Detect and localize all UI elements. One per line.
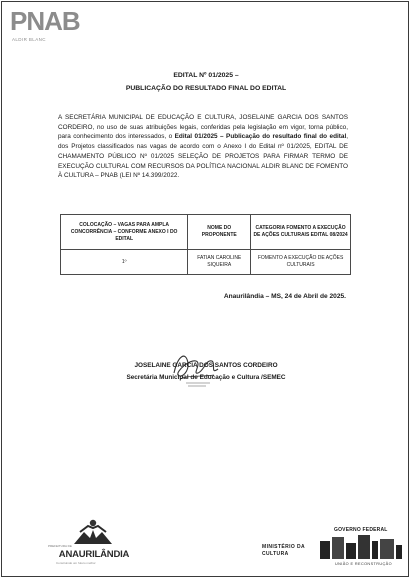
cell-colocacao: 1º [61, 250, 188, 275]
signature-image [166, 345, 226, 393]
body-text-part2: , dos Projetos classificados nas vagas de acordo com o Anexo I do Edital nº 01/2025, EDITAL DE CHAMAMENTO PÚBLICO Nº 01/2025 SELEÇÃO DE PROJETOS PARA FIRMAR TERMO DE EXECUÇÃO CULTURAL COM RECURSOS DA POLÍTICA NACIONAL ALDIR BLANC DE FOMENTO À CULTURA – PNAB (LEI Nº 14.399/2022. [58, 133, 348, 180]
body-text-bold: Edital 01/2025 – Publicação do resultado final do edital [174, 133, 347, 141]
body-paragraph [58, 113, 348, 181]
pnab-subtitle: ALDIR BLANC [12, 37, 46, 42]
table-header-row [61, 215, 351, 250]
ministry-label [262, 544, 305, 558]
ministry-line1: MINISTÉRIO DA [262, 544, 305, 550]
gov-federal-label: GOVERNO FEDERAL [334, 527, 388, 533]
header-colocacao: COLOCAÇÃO – VAGAS PARA AMPLA CONCORRÊNCIA – CONFORME ANEXO I DO EDITAL [61, 215, 188, 250]
cell-categoria: FOMENTO A EXECUÇÃO DE AÇÕES CULTURAIS [251, 250, 351, 275]
date-line: Anaurilândia – MS, 24 de Abril de 2025. [223, 293, 346, 300]
cell-proponente: FATIAN CAROLINE SIQUEIRA [188, 250, 251, 275]
edital-title: EDITAL Nº 01/2025 – [173, 72, 239, 79]
municipality-tagline: Construindo um futuro melhor [56, 561, 96, 565]
table-row [61, 250, 351, 275]
signatory-role: Secretária Municipal de Educação e Cultura /SEMEC [126, 374, 286, 381]
municipality-prefix: PREFEITURA DE [48, 544, 72, 548]
municipality-name: ANAURILÂNDIA [58, 549, 130, 560]
header-proponente: NOME DO PROPONENTE [188, 215, 251, 250]
results-table [60, 214, 351, 275]
signatory-name: JOSELAINE GARCIA DOS SANTOS CORDEIRO [134, 362, 278, 369]
pnab-logo: PNAB [10, 6, 80, 36]
edital-subtitle: PUBLICAÇÃO DO RESULTADO FINAL DO EDITAL [125, 85, 287, 92]
body-text-part1: A SECRETÁRIA MUNICIPAL DE EDUCAÇÃO E CULTURA, JOSELAINE GARCIA DOS SANTOS CORDEIRO, no uso de suas atribuições legais, conferidas pela legislação em vigor, torna público, para conhecimento dos interessados, o [58, 114, 348, 141]
ministry-line2: CULTURA [262, 551, 289, 557]
anaurilandia-emblem-icon [70, 518, 116, 546]
brasil-logo-icon [320, 533, 402, 561]
header-categoria: CATEGORIA FOMENTO A EXECUÇÃO DE AÇÕES CULTURAIS EDITAL 08/2024 [251, 215, 351, 250]
uniao-reconstrucao-label: UNIÃO E RECONSTRUÇÃO [335, 562, 392, 566]
